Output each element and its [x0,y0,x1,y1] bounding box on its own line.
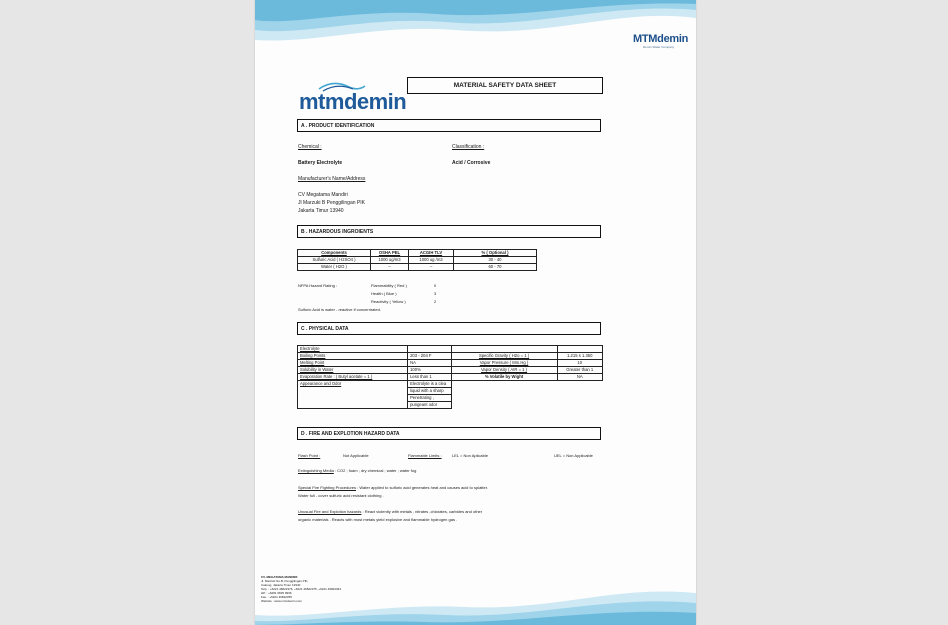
table-cell: Sulfuric Acid ( H2SO4 ) [298,257,371,264]
lel-value: LEL = Non Aplicable [452,453,488,458]
footer-line: Website : www.mtmdemin.com [261,599,302,603]
header-logo-tagline: Demin Water Company [643,45,675,49]
flammable-limits-label: Flammable Limits : [408,453,442,458]
table-cell: 30 - 40 [454,257,537,264]
table-cell: % Volatile by Wight [451,374,557,381]
document-title: MATERIAL SAFETY DATA SHEET [407,77,603,94]
table-cell: Vapor Density ( AIR = 1 ) [451,367,557,374]
table-row [298,360,603,367]
section-a-header: A . PRODUCT IDENTIFICATION [297,119,601,132]
nfpa-item-value: 2 [434,299,437,304]
table-header: OSHA PEL [371,250,409,257]
table-cell [408,346,451,353]
manufacturer-line: CV Megatama Mandiri [298,192,348,198]
table-cell: 203 - 204 F [408,353,451,360]
table-row [298,257,537,264]
unusual-line-1: : React violently with metals , nitrates ,chlorates, carbides and other [362,509,483,514]
table-header: % ( Optional ) [454,250,537,257]
table-cell: Appearance and Odor [298,381,408,409]
classification-value: Acid / Corrosive [452,160,491,166]
nfpa-item-label: Health ( Blue ) [371,291,397,296]
unusual-line-2: organic materials . Reacts with most metals yield explosive and flammable hydrogen gas . [298,517,458,522]
table-cell: Boiling Points [298,353,408,360]
table-cell: NA [557,374,602,381]
table-cell: 1.215 s 1.350 [557,353,602,360]
msds-page [255,0,696,625]
special-procedures [298,485,488,490]
hazardous-ingredients-table [297,249,537,271]
nfpa-item-label: Flammability ( Red ) [371,283,407,288]
table-cell: NA [408,360,451,367]
special-line-1: : Water applied to sulfuric acid generates heat and causes acid to splatter. [357,485,488,490]
unusual-hazards [298,509,482,514]
extinguishing-label: Extinguishing Media [298,468,334,473]
footer-line: Telp. : +6221 46822376, +6221 46822375, +6221 46822364 [261,587,341,591]
unusual-label: Unusual Fire and Explotion hazards [298,509,362,514]
table-cell [557,381,602,409]
table-header: ACGIH TLV [409,250,454,257]
table-header: Components [298,250,371,257]
section-c-header: C . PHYSICAL DATA [297,322,601,335]
table-cell: Water ( H2O ) [298,264,371,271]
header-logo: MTMdemin [633,33,689,45]
footer-line: Fax. : +6221 46822355 [261,595,292,599]
nfpa-item-label: Reactivity ( Yellow ) [371,299,406,304]
table-row [298,381,603,388]
table-cell: Evaporation Rate : ( Butyl acetate = 1 ) [298,374,408,381]
table-cell: Electrolyte is a clea [408,381,451,388]
footer-line: Jl. Marzuki No.B, Penggilingan PIK, [261,579,309,583]
table-cell: -- [371,264,409,271]
table-cell: 1000 ug/m3 [371,257,409,264]
chemical-label: Chemical : [298,144,322,150]
special-line-2: Water full - cover sulfuric acid resistant clothing . [298,493,384,498]
hazard-note: Sulfuric Acid is water - reactive if concentrated. [298,307,381,312]
flash-point-value: Not Applicable [343,453,369,458]
table-row [298,346,603,353]
table-cell: Greater than 1 [557,367,602,374]
table-cell: 60 - 70 [454,264,537,271]
table-cell: Less than 1 [408,374,451,381]
table-cell [451,346,557,353]
footer-line: HP. : +6281 6825 9996 [261,591,292,595]
table-cell: 1000 ug /m3 [409,257,454,264]
uel-value: UEL = Non Applicable [554,453,593,458]
table-cell: Melting Point [298,360,408,367]
manufacturer-line: Jl Marzuki B Penggilingan PIK [298,200,365,206]
special-label: Special Fire Fighting Procedures [298,485,357,490]
footer-company: CV. MEGATAMA MANDIRI [261,575,298,579]
table-cell [557,346,602,353]
header-wave-decoration [255,0,696,52]
table-row [298,264,537,271]
extinguishing-value: : CO2 ; foam ; dry chemical ; water ; water fog [334,468,417,473]
nfpa-item-value: 0 [434,283,437,288]
table-cell: Vapor Pressure ( Mm.Hg ) [451,360,557,367]
table-row [298,367,603,374]
table-header-row [298,250,537,257]
table-cell: Penetrating , [408,395,451,402]
footer-wave-decoration [255,585,696,625]
logo-wave-icon [317,80,367,92]
table-cell: Electrolyte [298,346,408,353]
company-logo: mtmdemin [299,89,407,114]
flash-point-label: Flash Point : [298,453,321,458]
footer-line: Cakung, Jakarta Timur 13940 [261,583,301,587]
physical-data-table [297,345,603,409]
table-cell: Solubility in Water [298,367,408,374]
classification-label: Classification : [452,144,485,150]
table-row [298,374,603,381]
extinguishing-media [298,468,416,473]
chemical-value: Battery Electrolyte [298,160,343,166]
manufacturer-line: Jakarta Timur 13940 [298,208,344,214]
table-cell: Specific Gravity ( H2o = 1 ) [451,353,557,360]
table-cell: -- [409,264,454,271]
table-cell: 10 [557,360,602,367]
table-cell [451,381,557,409]
nfpa-label: NFPA Hazard Rating : [298,283,338,288]
table-cell: liquid with a sharp [408,388,451,395]
section-b-header: B . HAZARDOUS INGROIENTS [297,225,601,238]
section-d-header: D . FIRE AND EXPLOTION HAZARD DATA [297,427,601,440]
table-cell: pungeant odor [408,402,451,409]
table-cell: 100% [408,367,451,374]
manufacturer-label: Manufacturer's Name/Address [298,176,366,182]
nfpa-item-value: 3 [434,291,437,296]
table-row [298,353,603,360]
